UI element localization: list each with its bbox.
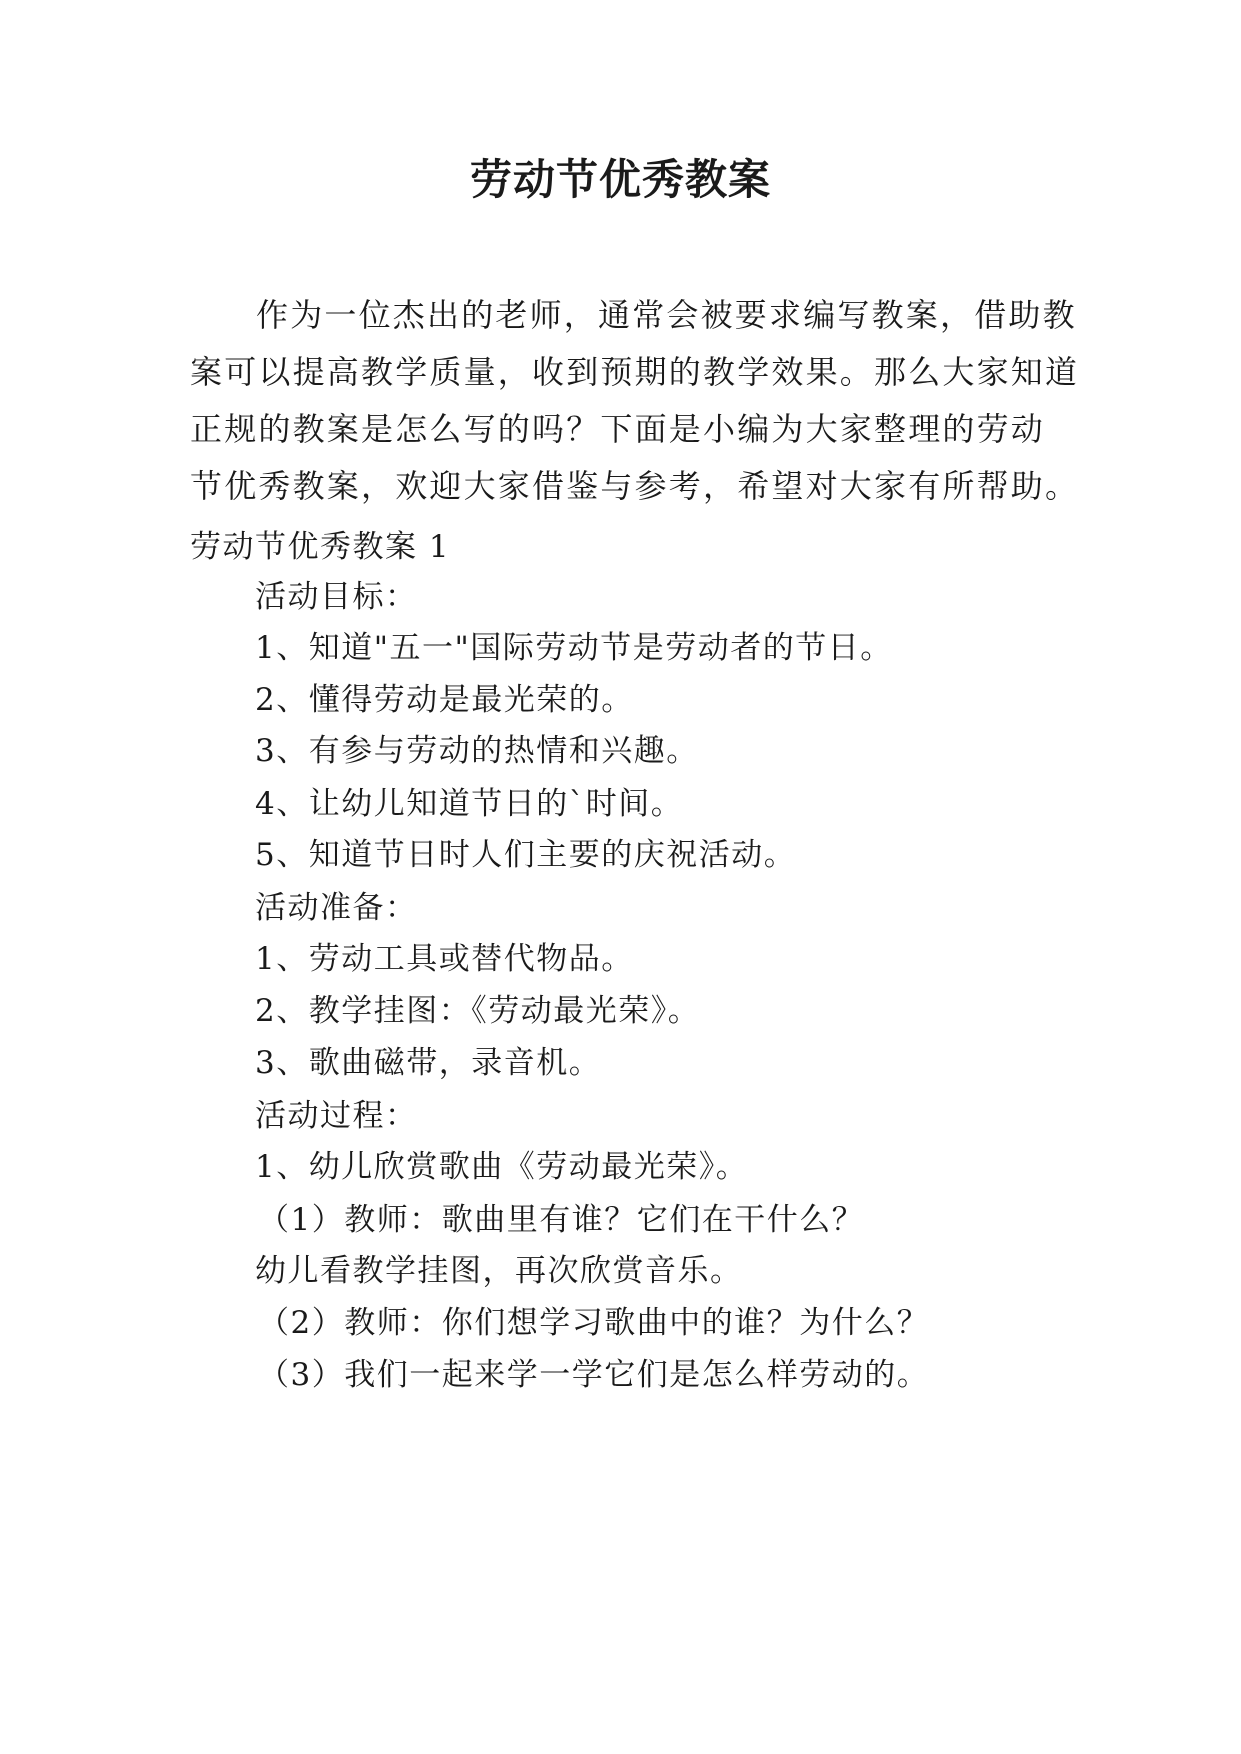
intro-line: 作为一位杰出的老师，通常会被要求编写教案，借助教 — [256, 296, 1077, 334]
goal-item: 2、懂得劳动是最光荣的。 — [255, 682, 634, 718]
preparation-item: 2、教学挂图：《劳动最光荣》。 — [255, 993, 701, 1029]
goal-item: 4、让幼儿知道节日的`时间。 — [255, 786, 684, 822]
process-item: 1、幼儿欣赏歌曲《劳动最光荣》。 — [255, 1149, 749, 1185]
heading-activity-process: 活动过程： — [255, 1098, 418, 1134]
goal-item: 5、知道节日时人们主要的庆祝活动。 — [255, 837, 797, 873]
heading-activity-goals: 活动目标： — [255, 579, 418, 615]
goal-item: 3、有参与劳动的热情和兴趣。 — [255, 733, 699, 769]
intro-paragraph — [190, 287, 1080, 515]
process-subitem: （3）我们一起来学一学它们是怎么样劳动的。 — [258, 1357, 930, 1393]
preparation-item: 1、劳动工具或替代物品。 — [255, 941, 634, 977]
intro-line: 案可以提高教学质量，收到预期的教学效果。那么大家知道 — [190, 353, 1080, 391]
section-title: 劳动节优秀教案 1 — [190, 529, 451, 565]
process-note: 幼儿看教学挂图，再次欣赏音乐。 — [255, 1253, 743, 1289]
goal-item: 1、知道"五一"国际劳动节是劳动者的节日。 — [255, 630, 893, 666]
process-subitem: （1）教师：歌曲里有谁？它们在干什么？ — [258, 1202, 865, 1238]
preparation-item: 3、歌曲磁带，录音机。 — [255, 1045, 602, 1081]
process-subitem: （2）教师：你们想学习歌曲中的谁？为什么？ — [258, 1305, 930, 1341]
heading-activity-preparation: 活动准备： — [255, 890, 418, 926]
intro-line: 正规的教案是怎么写的吗？下面是小编为大家整理的劳动 — [190, 410, 1046, 448]
document-title: 劳动节优秀教案 — [469, 155, 771, 204]
intro-line: 节优秀教案，欢迎大家借鉴与参考，希望对大家有所帮助。 — [190, 467, 1080, 505]
